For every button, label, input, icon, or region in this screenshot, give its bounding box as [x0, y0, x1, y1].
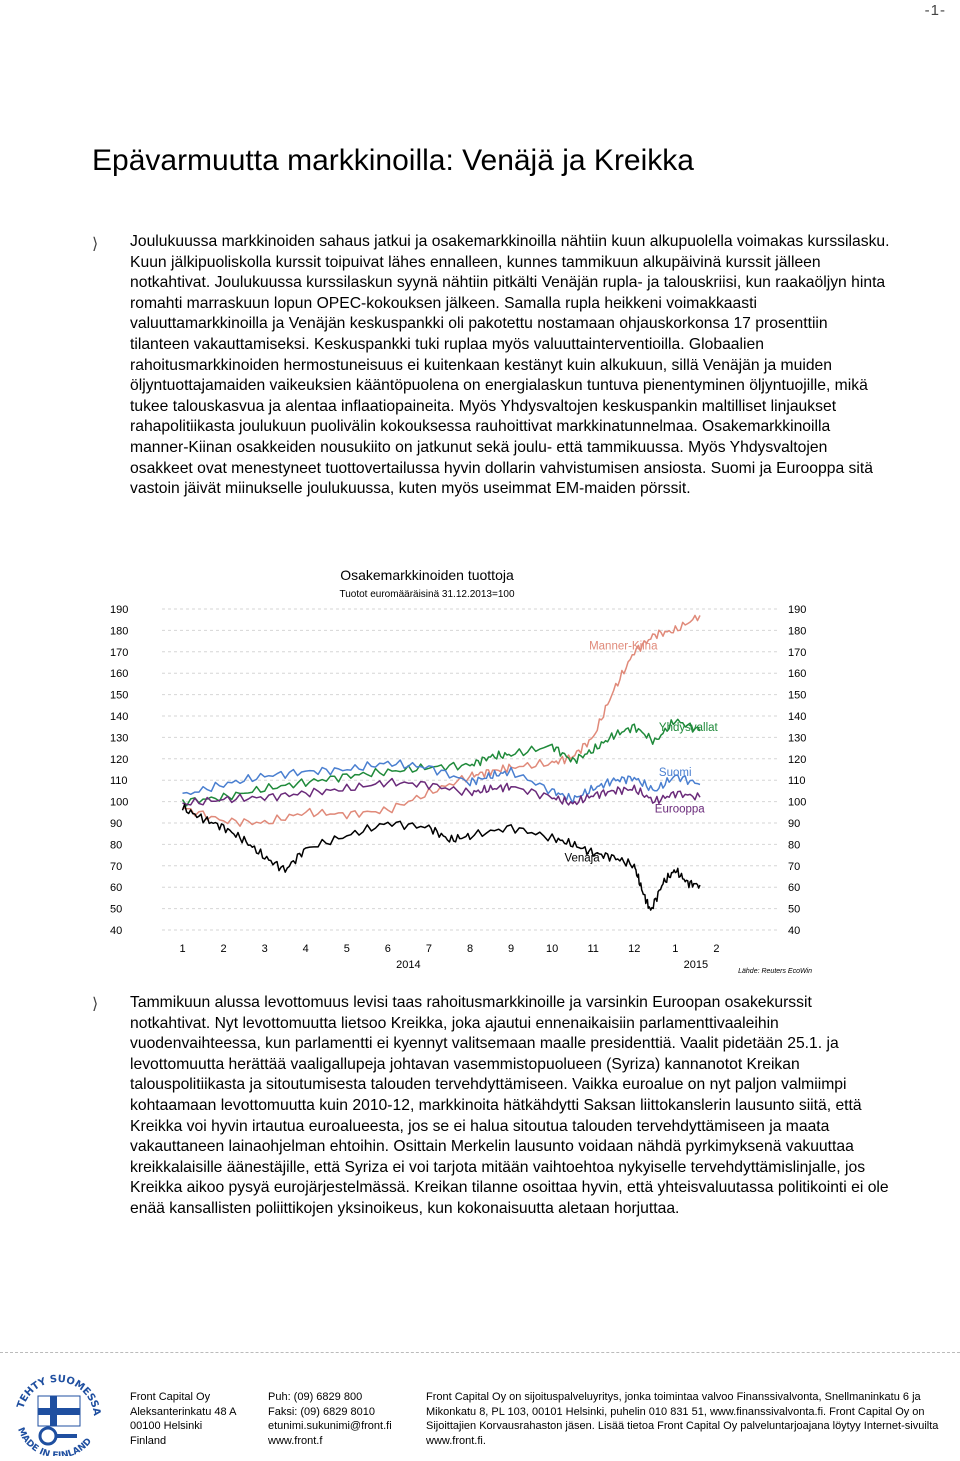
y-tick-label-left: 90 [110, 818, 123, 830]
y-tick-label-right: 170 [788, 646, 807, 659]
y-tick-label-left: 60 [110, 882, 123, 895]
logo-text-top: TEHTY SUOMESSA [15, 1373, 103, 1417]
key-icon [40, 1428, 56, 1444]
footer-country: Finland [130, 1434, 167, 1447]
y-tick-label-right: 40 [788, 925, 801, 937]
footer-legal-info [426, 1390, 938, 1448]
y-tick-label-left: 170 [110, 646, 129, 659]
footer-info-line[interactable]: www.front.fi. [426, 1434, 486, 1447]
y-tick-label-left: 110 [110, 775, 128, 788]
footer-email[interactable]: etunimi.sukunimi@front.fi [268, 1420, 392, 1432]
y-tick-label-right: 130 [788, 732, 807, 745]
x-tick-label: 4 [302, 943, 309, 955]
footer-info-line: Mikonkatu 8, PL 103, 00101 Helsinki, puhelin 010 831 51, www.finanssivalvonta.fi. Front Capital Oy on [426, 1405, 925, 1418]
x-tick-label: 6 [384, 943, 391, 955]
x-tick-label: 8 [466, 943, 474, 955]
y-tick-label-right: 60 [788, 882, 801, 895]
series-label: Manner-Kiina [589, 640, 658, 653]
x-tick-label: 1 [672, 943, 679, 955]
y-tick-label-right: 90 [788, 818, 801, 830]
y-tick-label-left: 120 [110, 753, 129, 766]
footer-website[interactable]: www.front.f [268, 1434, 323, 1447]
y-tick-label-right: 100 [788, 796, 807, 809]
x-tick-label: 5 [343, 943, 350, 955]
y-tick-label-left: 150 [110, 689, 129, 702]
footer-info-line: Front Capital Oy on sijoituspalveluyritys, jonka toimintaa valvoo Finanssivalvonta, Snellmaninkatu 6 ja [426, 1391, 921, 1403]
y-tick-label-left: 140 [110, 711, 129, 723]
bullet-icon: ⟩ [92, 236, 99, 253]
made-in-finland-logo [8, 1366, 108, 1456]
x-tick-label: 2 [713, 943, 720, 955]
chart [100, 560, 840, 980]
y-tick-label-left: 130 [110, 732, 129, 745]
x-tick-label: 12 [628, 943, 641, 955]
x-tick-label: 7 [425, 943, 432, 955]
logo-text-bottom: MADE IN FINLAND [15, 1426, 94, 1456]
x-tick-label: 9 [508, 943, 515, 955]
y-tick-label-right: 190 [788, 604, 807, 616]
y-tick-label-right: 150 [788, 689, 807, 702]
footer-fax: Faksi: (09) 6829 8010 [268, 1405, 376, 1418]
series-label: Yhdysvallat [658, 721, 718, 734]
y-tick-label-right: 50 [788, 903, 801, 916]
year-label: 2015 [683, 959, 709, 971]
page-title: Epävarmuutta markkinoilla: Venäjä ja Kreikka [92, 144, 694, 177]
footer-phone: Puh: (09) 6829 800 [268, 1391, 363, 1403]
x-tick-label: 10 [546, 943, 559, 955]
x-tick-label: 3 [261, 943, 268, 955]
footer-divider [0, 1352, 960, 1353]
y-tick-label-right: 180 [788, 625, 807, 638]
series-label: Suomi [658, 766, 692, 779]
y-tick-label-left: 70 [110, 860, 123, 873]
y-tick-label-left: 50 [110, 903, 123, 916]
paragraph-1: Joulukuussa markkinoiden sahaus jatkui ja osakemarkkinoilla nähtiin kuun alkupuolella voimakas kurssilasku. Kuun jälkipuoliskolla kurssit toipuivat lähes ennalleen, kunnes tammikuun alkupäivinä kurssit jälleen notkahtivat. Joulukuussa kurssilaskun syynä nähtiin pitkälti Venäjän rupla- ja talouskriisi, kun raakaöljyn hinta romahti marraskuun lopun OPEC-kokouksen jälkeen. Samalla rupla heikkeni voimakkaasti valuuttamarkkinoilla ja Venäjän keskuspankki oli pakotettu nostamaan ohjauskorkonsa 17 prosenttiin tilanteen vakauttamiseksi. Keskuspankki tuki ruplaa myös valuuttainterventioilla. Globaalien rahoitusmarkkinoiden hermostuneisuus ei kuitenkaan kestänyt kuin alkukuun, sillä Venäjän ja muiden öljyntuottajamaiden vaikeuksien kääntöpuolena on energialaskun tuntuva pienentyminen öljyntuojille, mikä tukee talouskasvua ja alentaa inflaatiopaineita. Myös Yhdysvaltojen keskuspankin maltilliset linjaukset rahapolitiikasta joulukuun puolivälin kokouksessa rauhoittivat markkinatunnelmaa. Osakemarkkinoilla manner-Kiinan osakkeiden nousukiito on jatkunut sekä joulu- että tammikuussa. Myös Yhdysvaltojen osakkeet ovat menestyneet tuottovertailussa hyvin dollarin vahvistumisen ansiosta. Suomi ja Eurooppa sitä vastoin jäivät miinukselle joulukuussa, kuten myös useimmat EM-maiden pörssit. [130, 233, 890, 498]
y-tick-label-right: 110 [788, 775, 806, 788]
footer-contact [268, 1390, 392, 1448]
chart-svg [100, 560, 840, 980]
x-tick-label: 2 [220, 943, 227, 955]
chart-source: Lähde: Reuters EcoWin [738, 968, 812, 975]
footer-address [130, 1390, 236, 1448]
page-number: -1- [924, 2, 946, 19]
footer-street: Aleksanterinkatu 48 A [130, 1405, 237, 1418]
x-tick-label: 11 [587, 943, 599, 955]
y-tick-label-left: 100 [110, 796, 129, 809]
footer-company-name: Front Capital Oy [130, 1391, 211, 1403]
series-label: Venäjä [564, 852, 600, 865]
y-tick-label-right: 120 [788, 753, 807, 766]
series-label: Eurooppa [654, 803, 705, 816]
bullet-icon: ⟩ [92, 996, 99, 1013]
footer-info-line: Sijoittajien Korvausrahaston jäsen. Lisää tietoa Front Capital Oy palveluntarjoajana löytyy Internet-sivuilta [426, 1420, 939, 1432]
y-tick-label-left: 160 [110, 668, 129, 681]
footer-city: 00100 Helsinki [130, 1420, 203, 1432]
y-tick-label-left: 180 [110, 625, 129, 638]
y-tick-label-right: 70 [788, 860, 801, 873]
year-label: 2014 [396, 959, 421, 971]
y-tick-label-left: 190 [110, 604, 129, 616]
series-line-venäjä [183, 804, 701, 910]
y-tick-label-right: 160 [788, 668, 807, 681]
chart-subtitle: Tuotot euromääräisinä 31.12.2013=100 [339, 589, 515, 600]
y-tick-label-left: 80 [110, 839, 123, 852]
x-tick-label: 1 [179, 943, 186, 955]
y-tick-label-left: 40 [110, 925, 123, 937]
y-tick-label-right: 80 [788, 839, 801, 852]
paragraph-2: Tammikuun alussa levottomuus levisi taas rahoitusmarkkinoille ja varsinkin Euroopan osakekurssit notkahtivat. Nyt levottomuutta lietsoo Kreikka, joka ajautui ennenaikaisiin parlamenttivaaleihin vuodenvaihteessa, kun parlamentti ei kyennyt valitsemaan maalle presidenttiä. Vaalit pidetään 25.1. ja levottomuutta herättää vaaligallupeja johtavan vasemmistopuolueen (Syriza) kannanotot Kreikan talouspolitiikasta ja sitoutumisesta talouden tervehdyttämiseen. Vaikka euroalue on nyt paljon valmiimpi kohtaamaan levottomuutta kuin 2010-12, markkinoita hätkähdytti Saksan liittokanslerin lausunto siitä, että Kreikka voi hyvin irtautua euroalueesta, jos se ei halua sitoutua talouden tervehdyttämiseen ja maata vakauttaneen lainaohjelman ehtoihin. Osittain Merkelin lausunto voidaan nähdä pyrkimyksenä vakuuttaa kreikkalaisille äänestäjille, että Syriza ei voi tarjota mitään vaihtoehtoa nykyiselle tervehdyttämislinjalle, jos Kreikka aikoo pysyä eurojärjestelmässä. Kreikan tilanne osoittaa hyvin, että yhteisvaluutassa politikointi ei ole enää kansallisten poliittikojen yksinoikeus, kun kokonaisuutta aletaan horjuttaa. [130, 994, 889, 1217]
chart-title: Osakemarkkinoiden tuottoja [340, 567, 514, 583]
y-tick-label-right: 140 [788, 711, 807, 723]
